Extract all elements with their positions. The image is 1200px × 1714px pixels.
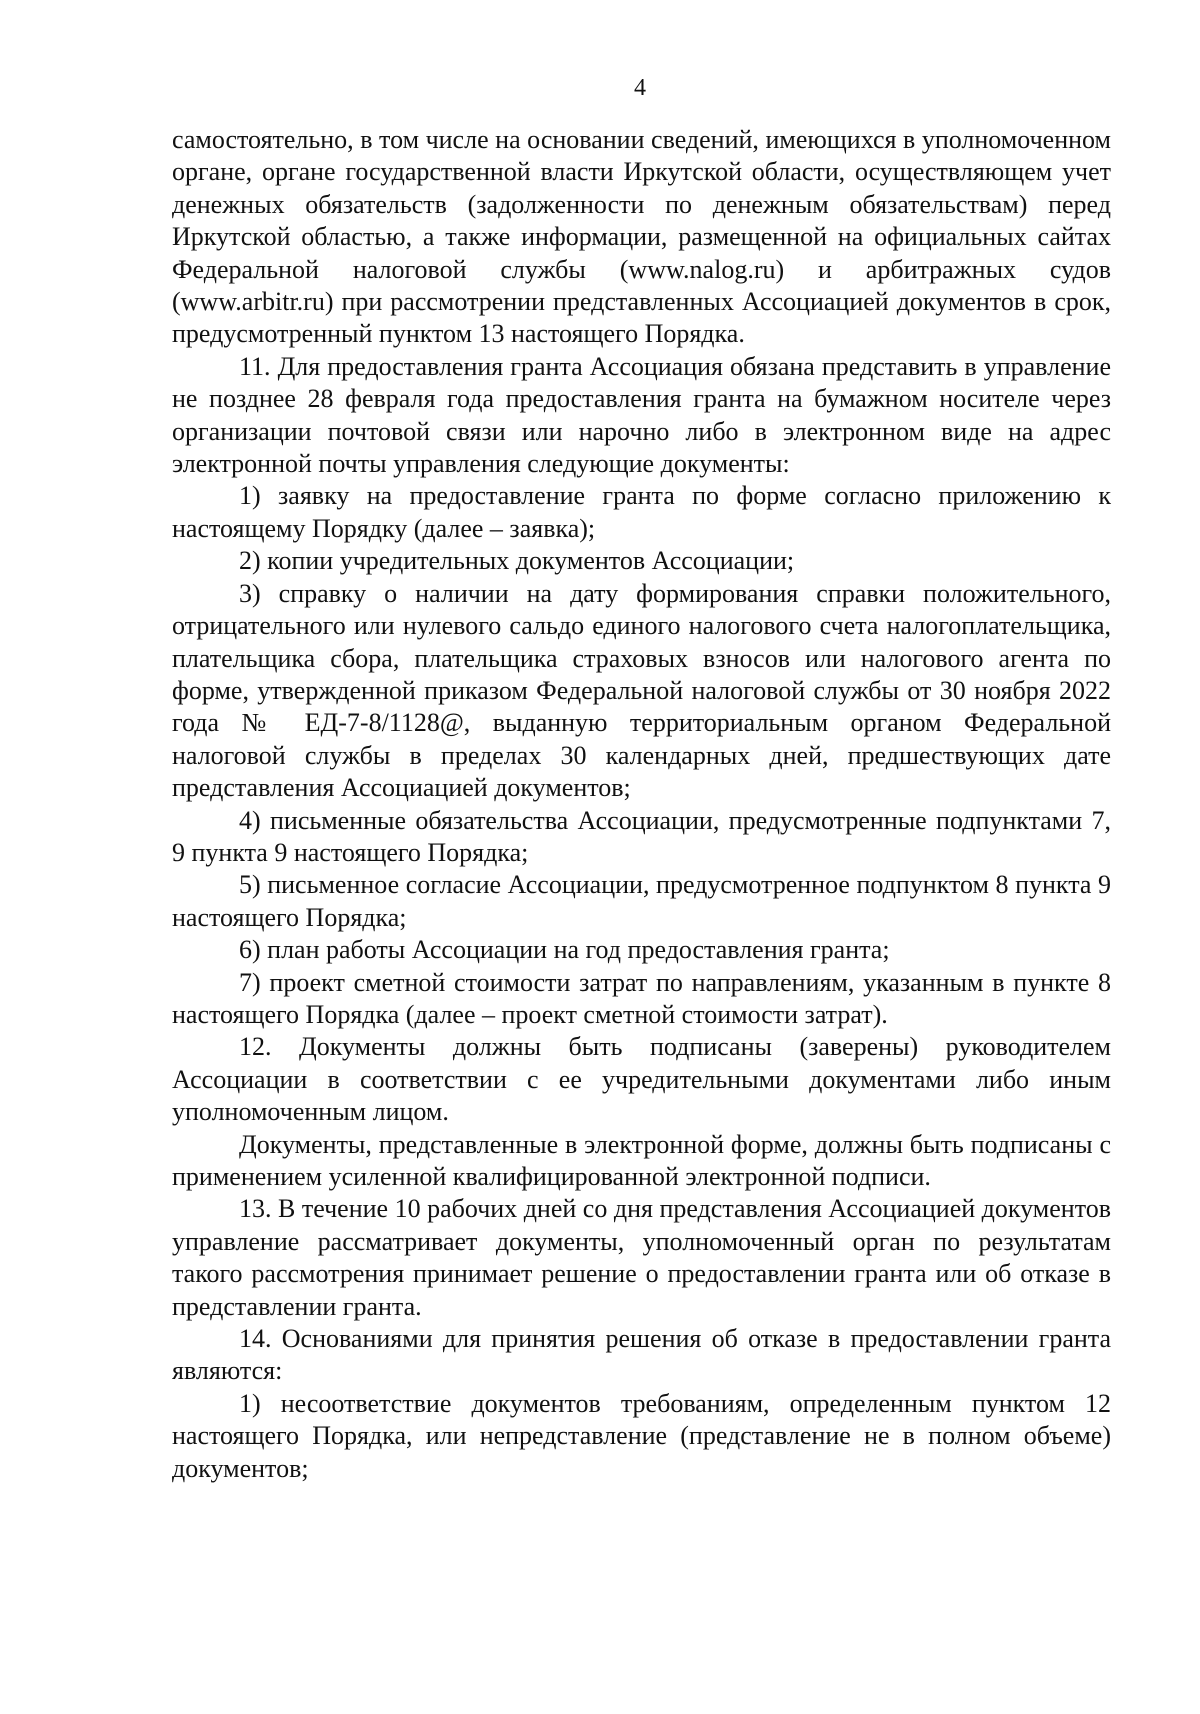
paragraph-refusal-reason-1: 1) несоответствие документов требованиям, определенным пунктом 12 настоящего Порядка, или непредставление (представление не в полном объеме) документов; <box>172 1388 1111 1483</box>
paragraph-item-7-cost-estimate: 7) проект сметной стоимости затрат по направлениям, указанным в пункте 8 настоящего Порядка (далее – проект сметной стоимости затрат). <box>172 967 1111 1029</box>
document-body <box>172 124 1111 1485</box>
paragraph-clause-11: 11. Для предоставления гранта Ассоциация обязана представить в управление не позднее 28 февраля года предоставления гранта на бумажном носителе через организации почтовой связи или нарочно либо в электронном виде на адрес электронной почты управления следующие документы: <box>172 351 1111 479</box>
paragraph-item-3-tax-certificate: 3) справку о наличии на дату формирования справки положительного, отрицательного или нулевого сальдо единого налогового счета налогоплательщика, плательщика сбора, плательщика страховых взносов или налогового агента по форме, утвержденной приказом Федеральной налоговой службы от 30 ноября 2022 года № ЕД-7-8/1128@, выданную территориальным органом Федеральной налоговой службы в пределах 30 календарных дней, предшествующих дате представления Ассоциацией документов; <box>172 578 1111 803</box>
paragraph-item-5-written-consent: 5) письменное согласие Ассоциации, предусмотренное подпунктом 8 пункта 9 настоящего Порядка; <box>172 870 1111 932</box>
paragraph-clause-13: 13. В течение 10 рабочих дней со дня представления Ассоциацией документов управление рассматривает документы, уполномоченный орган по результатам такого рассмотрения принимает решение о предоставлении гранта или об отказе в представлении гранта. <box>172 1194 1111 1321</box>
paragraph-item-1-application: 1) заявку на предоставление гранта по форме согласно приложению к настоящему Порядку (далее – заявка); <box>172 481 1111 543</box>
paragraph-item-6-work-plan: 6) план работы Ассоциации на год предоставления гранта; <box>239 935 890 965</box>
paragraph-item-4-written-obligations: 4) письменные обязательства Ассоциации, предусмотренные подпунктами 7, 9 пункта 9 настоящего Порядка; <box>172 805 1111 867</box>
paragraph-clause-14: 14. Основаниями для принятия решения об отказе в предоставлении гранта являются: <box>172 1324 1111 1386</box>
page-number: 4 <box>634 75 646 101</box>
paragraph-continuation: самостоятельно, в том числе на основании сведений, имеющихся в уполномоченном органе, органе государственной власти Иркутской области, осуществляющем учет денежных обязательств (задолженности по денежным обязательствам) перед Иркутской областью, а также информации, размещенной на официальных сайтах Федеральной налоговой службы (www.nalog.ru) и арбитражных судов (www.arbitr.ru) при рассмотрении представленных Ассоциацией документов в срок, предусмотренный пунктом 13 настоящего Порядка. <box>172 125 1111 349</box>
paragraph-item-2-founding-docs: 2) копии учредительных документов Ассоциации; <box>239 546 795 576</box>
paragraph-electronic-signature: Документы, представленные в электронной форме, должны быть подписаны с применением усиленной квалифицированной электронной подписи. <box>172 1129 1111 1191</box>
paragraph-clause-12: 12. Документы должны быть подписаны (заверены) руководителем Ассоциации в соответствии с ее учредительными документами либо иным уполномоченным лицом. <box>172 1032 1111 1127</box>
